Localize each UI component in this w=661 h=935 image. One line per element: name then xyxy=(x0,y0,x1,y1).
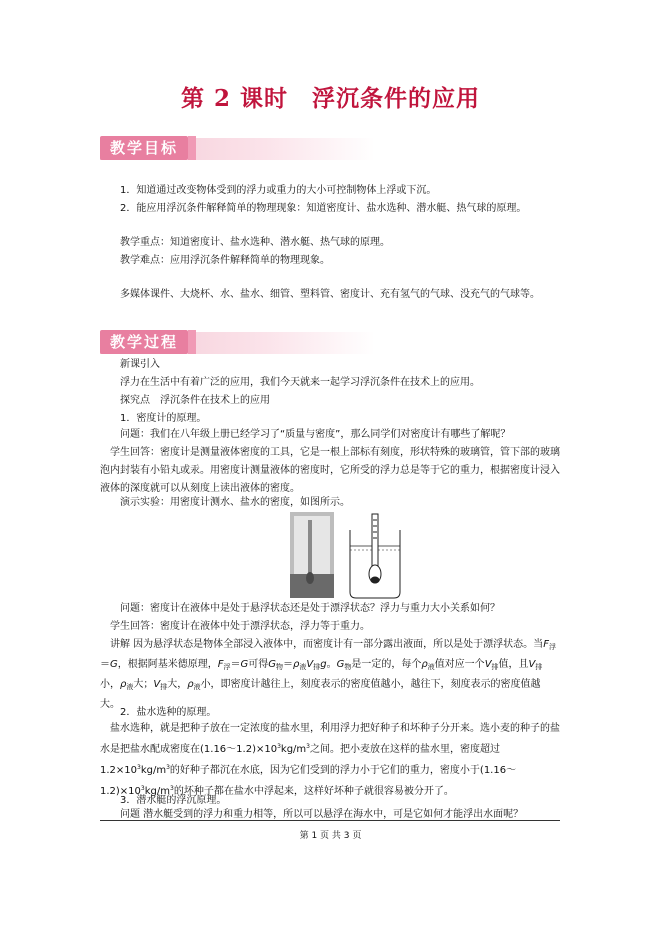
s2-text-c: 之间。把小麦放在这样的盐水里，密度超过 1.2×10 xyxy=(100,744,500,776)
hydrometer-figures xyxy=(290,512,430,600)
explain-g: 小， xyxy=(100,679,120,690)
hydrometer-diagram xyxy=(350,514,400,598)
section-banner-objectives xyxy=(100,138,375,160)
sym-V3: V xyxy=(528,659,536,670)
section1-answer: 学生回答：密度计是测量液体密度的工具，它是一根上部标有刻度，形状特殊的玻璃管，管下部的玻璃泡内封装有小铅丸或汞。用密度计测量液体的密度时，它所受的浮力总是等于它的重力，根据密度计浸入液体的深度就可以从刻度上读出液体的密度。 xyxy=(100,447,560,494)
s2-text-d: 的好种子都沉在水底，因为它们受到的浮力小于它们的重力，密度小于(1.16～1.2)×10 xyxy=(100,765,517,797)
section-label-process: 教学过程 xyxy=(100,330,188,354)
page-title: 第 2 课时 浮沉条件的应用 xyxy=(180,85,481,112)
footer-rule xyxy=(100,820,560,821)
section-label-objectives: 教学目标 xyxy=(100,136,188,160)
section1-question-2: 问题：密度计在液体中是处于悬浮状态还是处于漂浮状态？浮力与重力大小关系如何？ xyxy=(120,603,500,614)
explain-h: 大； xyxy=(133,679,154,690)
sym-rho2: ρ xyxy=(421,659,428,670)
section1-demo: 演示实验：用密度计测水、盐水的密度，如图所示。 xyxy=(120,497,350,508)
sub-fu2: 浮 xyxy=(223,663,231,671)
sub-fu: 浮 xyxy=(548,643,556,651)
objective-2: 2．能应用浮沉条件解释简单的物理现象：知道密度计、盐水选种、潜水艇、热气球的原理。 xyxy=(120,203,527,214)
page-footer: 第 1 页 共 3 页 xyxy=(299,831,362,841)
sub-pai4: 排 xyxy=(160,683,168,691)
s2-exp-4: 3 xyxy=(166,764,170,771)
sym-g: g xyxy=(320,659,327,670)
s2-exp-5: 3 xyxy=(140,785,145,792)
explain-i: 大， xyxy=(167,679,188,690)
sub-wu: 物 xyxy=(276,663,284,671)
sym-V: V xyxy=(306,659,314,670)
sym-V4: V xyxy=(153,679,161,690)
section3-question: 问题 潜水艇受到的浮力和重力相等，所以可以悬浮在海水中，可是它如何才能浮出水面呢？ xyxy=(120,809,524,820)
s2-exp-1: 3 xyxy=(277,743,281,750)
explain-b: ，根据阿基米德原理， xyxy=(117,659,218,670)
sym-rho4: ρ xyxy=(187,679,194,690)
s2-unit-3: kg/m xyxy=(144,786,170,797)
section1-answer-2: 学生回答：密度计在液体中处于漂浮状态，浮力等于重力。 xyxy=(110,621,370,632)
section2-heading: 2．盐水选种的原理。 xyxy=(120,707,217,718)
key-points: 教学重点：知道密度计、盐水选种、潜水艇、热气球的原理。 xyxy=(120,237,390,248)
sub-ye: 液 xyxy=(299,663,307,671)
section-banner-process xyxy=(100,332,375,354)
sym-eq: ＝ xyxy=(100,659,110,670)
s2-text-a: 盐水选种，就是把种子放在一定浓度的盐水里，利用浮力把好种子和坏种子分开来。选小麦的种子的盐水是把盐水配成密度在(1.16～1.2)×10 xyxy=(100,723,560,755)
section1-heading: 1．密度计的原理。 xyxy=(120,413,207,424)
explain-a: 讲解 因为悬浮状态是物体全部浸入液体中，而密度计有一部分露出液面，所以是处于漂浮状态。当 xyxy=(110,639,544,650)
sym-eq2: ＝ xyxy=(230,659,241,670)
sub-ye3: 液 xyxy=(126,683,134,691)
s2-exp-3: 3 xyxy=(137,764,141,771)
sub-pai: 排 xyxy=(313,663,321,671)
s2-unit-1: kg/m xyxy=(280,744,307,755)
explain-e: 值对应一个 xyxy=(434,659,485,670)
sym-G4: G xyxy=(336,659,345,670)
sub-ye4: 液 xyxy=(193,683,201,691)
sym-F2: F xyxy=(217,659,224,670)
sub-ye2: 液 xyxy=(427,663,435,671)
materials: 多媒体课件、大烧杯、水、盐水、细管、塑料管、密度计、充有氢气的气球、没充气的气球等。 xyxy=(120,289,540,300)
objective-1: 1．知道通过改变物体受到的浮力或重力的大小可控制物体上浮或下沉。 xyxy=(120,185,437,196)
sym-V2: V xyxy=(484,659,492,670)
section3-heading: 3．潜水艇的浮沉原理。 xyxy=(120,795,227,806)
section2-text xyxy=(100,720,560,801)
sub-pai3: 排 xyxy=(535,663,543,671)
sym-eq3: ＝ xyxy=(283,659,294,670)
s2-text-e: 的坏种子都在盐水中浮起来，这样好坏种子就很容易被分开了。 xyxy=(173,786,454,797)
explain-c: 可得 xyxy=(248,659,269,670)
sym-rho3: ρ xyxy=(120,679,127,690)
intro-text: 浮力在生活中有着广泛的应用，我们今天就来一起学习浮沉条件在技术上的应用。 xyxy=(120,377,480,388)
section1-question: 问题：我们在八年级上册已经学习了“质量与密度”，那么同学们对密度计有哪些了解呢？ xyxy=(120,429,511,440)
sym-G2: G xyxy=(240,659,249,670)
sym-G3: G xyxy=(268,659,277,670)
intro-heading: 新课引入 xyxy=(120,359,160,370)
hydrometer-photo xyxy=(290,512,334,598)
sym-F: F xyxy=(543,639,549,650)
sub-pai2: 排 xyxy=(491,663,499,671)
explore-heading: 探究点 浮沉条件在技术上的应用 xyxy=(120,395,270,406)
s2-unit-2: kg/m xyxy=(140,765,167,776)
s2-exp-6: 3 xyxy=(170,785,174,792)
explain-d: 是一定的，每个 xyxy=(351,659,422,670)
explain-j: 小，即密度计越往上，刻度表示的密度值越小，越往下，刻度表示的密度值越大。 xyxy=(100,679,541,710)
explain-f: 值，且 xyxy=(498,659,529,670)
difficulty: 教学难点：应用浮沉条件解释简单的物理现象。 xyxy=(120,255,330,266)
s2-exp-2: 3 xyxy=(306,743,310,750)
sym-rho: ρ xyxy=(293,659,300,670)
section1-explanation: 讲解 因为悬浮状态是物体全部浸入液体中，而密度计有一部分露出液面，所以是处于漂浮状态。当$F_浮=G$，根据阿基米德原理，$F_浮=G$可得$G_物=\rho_液V_排g$。$G_物$是一定的，每个$\rho_液$值对应一个$V_排$值，且$V_排$小，$\rho_液$大；$V_排$大，$\rho_液$小，即密度计越往上，刻度表示的密度值越小，越往下，刻度表示的密度值越大。 xyxy=(100,639,556,710)
sym-G: G xyxy=(110,659,118,670)
sub-wu2: 物 xyxy=(344,663,352,671)
